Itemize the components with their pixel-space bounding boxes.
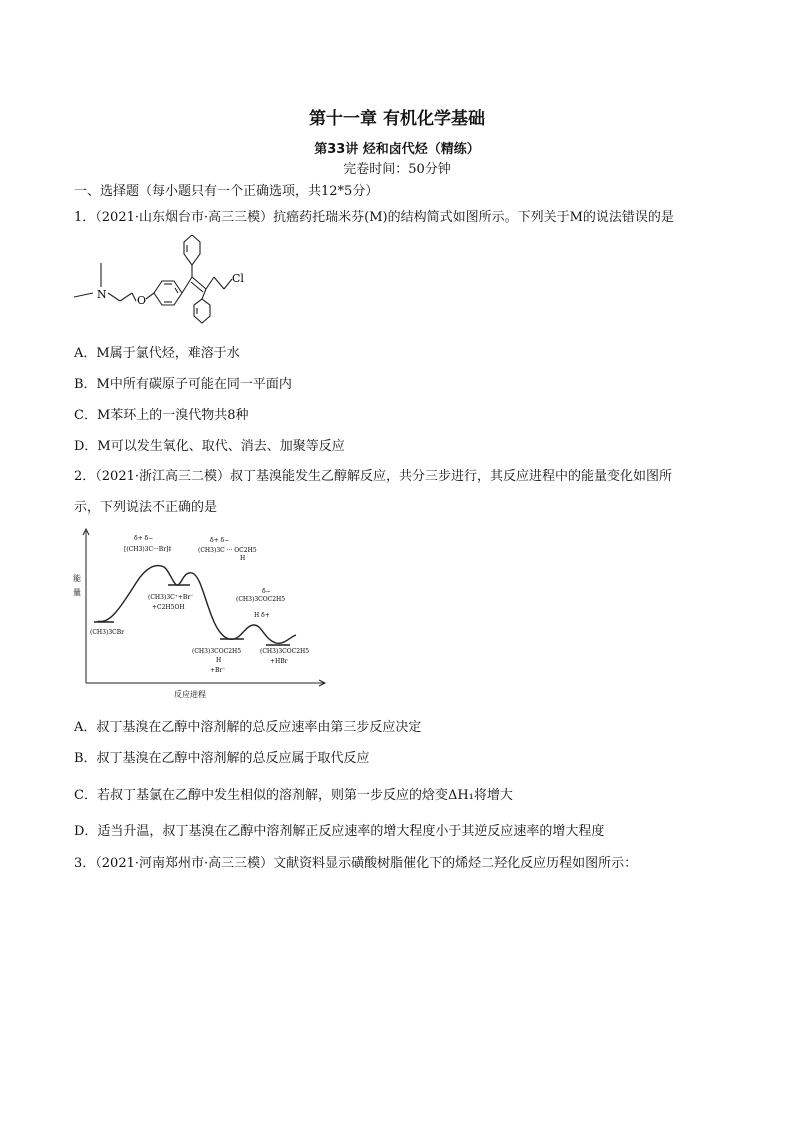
intermediate-2-label-line-2: H [216,657,222,664]
intermediate-2-label-line-1: (CH3)3COC2H5 [192,648,242,655]
phenyl-ring-bottom [194,299,210,323]
question-1-option-a: A．M属于氯代烃，难溶于水 [74,346,240,361]
intermediate-2-label-line-3: +Br⁻ [210,667,226,674]
ts1-charges: δ+ δ− [134,535,154,542]
question-2-option-c: C．若叔丁基氯在乙醇中发生相似的溶剂解，则第一步反应的焓变ΔH₁将增大 [74,788,513,803]
question-2-option-a: A．叔丁基溴在乙醇中溶剂解的总反应速率由第三步反应决定 [74,720,422,735]
ts2-h-label: H [240,555,246,562]
chain-bond-3 [132,293,136,301]
chain-bond-2 [120,293,132,301]
methyl-bond-left [74,293,93,297]
oxygen-label: O [137,294,147,307]
ts1-label: [(CH3)3C···Br]‡ [124,546,172,553]
alkene-bond [192,277,206,289]
lesson-title: 第33讲 烃和卤代烃（精练） [314,142,480,157]
toremifene-structure-figure [74,235,254,325]
y-axis-label-1: 能 [73,574,81,583]
chlorine-label: Cl [232,272,244,285]
reactant-label: (CH3)3CBr [90,629,125,636]
question-1-option-b: B．M中所有碳原子可能在同一平面内 [74,377,292,392]
ts3-label-line-1: (CH3)3COC2H5 [236,596,286,603]
energy-profile-figure [70,525,340,705]
x-axis-label: 反应进程 [174,690,206,699]
product-label-line-2: +HBr [270,658,288,665]
section-heading: 一、选择题（每小题只有一个正确选项，共12*5分） [74,184,379,199]
question-1-option-d: D．M可以发生氧化、取代、消去、加聚等反应 [74,439,345,454]
question-2-stem-line-1: 2．（2021·浙江高三二模）叔丁基溴能发生乙醇解反应，共分三步进行，其反应进程中的能量变化如图所 [74,469,672,484]
y-axis-label-2: 量 [73,588,81,597]
ts2-charges: δ+ δ− [210,537,230,544]
question-1-option-c: C．M苯环上的一溴代物共8种 [74,408,249,423]
question-3-stem: 3．（2021·河南郑州市·高三三模）文献资料显示磺酸树脂催化下的烯烃二羟化反应历程如图所示： [74,856,638,871]
time-limit: 完卷时间：50分钟 [343,162,451,177]
phenyl-ring-top [184,235,200,265]
ether-bond [146,293,154,299]
ts3-label-line-2: H δ+ [254,612,270,619]
chain-cl-bond-1 [206,277,214,289]
ts2-label: (CH3)3C ··· OC2H5 [198,547,257,554]
product-label-line-1: (CH3)3COC2H5 [260,648,310,655]
chain-cl-bond-3 [224,279,232,289]
chain-cl-bond-2 [214,277,224,289]
chain-bond-1 [108,293,120,301]
question-1-stem: 1．（2021·山东烟台市·高三三模）抗癌药托瑞米芬(M)的结构简式如图所示。下列关于M的说法错误的是 [74,210,674,225]
intermediate-1-label-line-2: +C2H5OH [152,604,185,611]
chapter-title: 第十一章 有机化学基础 [309,109,485,129]
question-2-option-b: B．叔丁基溴在乙醇中溶剂解的总反应属于取代反应 [74,751,370,766]
nitrogen-label: N [97,288,107,301]
core-bond-1 [182,277,192,293]
question-2-option-d: D．适当升温，叔丁基溴在乙醇中溶剂解正反应速率的增大程度小于其逆反应速率的增大程度 [74,824,605,839]
bottom-phenyl-bond [202,289,206,299]
energy-curve [98,566,296,644]
question-2-stem-line-2: 示，下列说法不正确的是 [74,500,218,515]
ts3-charge: δ− [262,588,271,595]
intermediate-1-label-line-1: (CH3)3C⁺+Br⁻ [148,594,194,601]
